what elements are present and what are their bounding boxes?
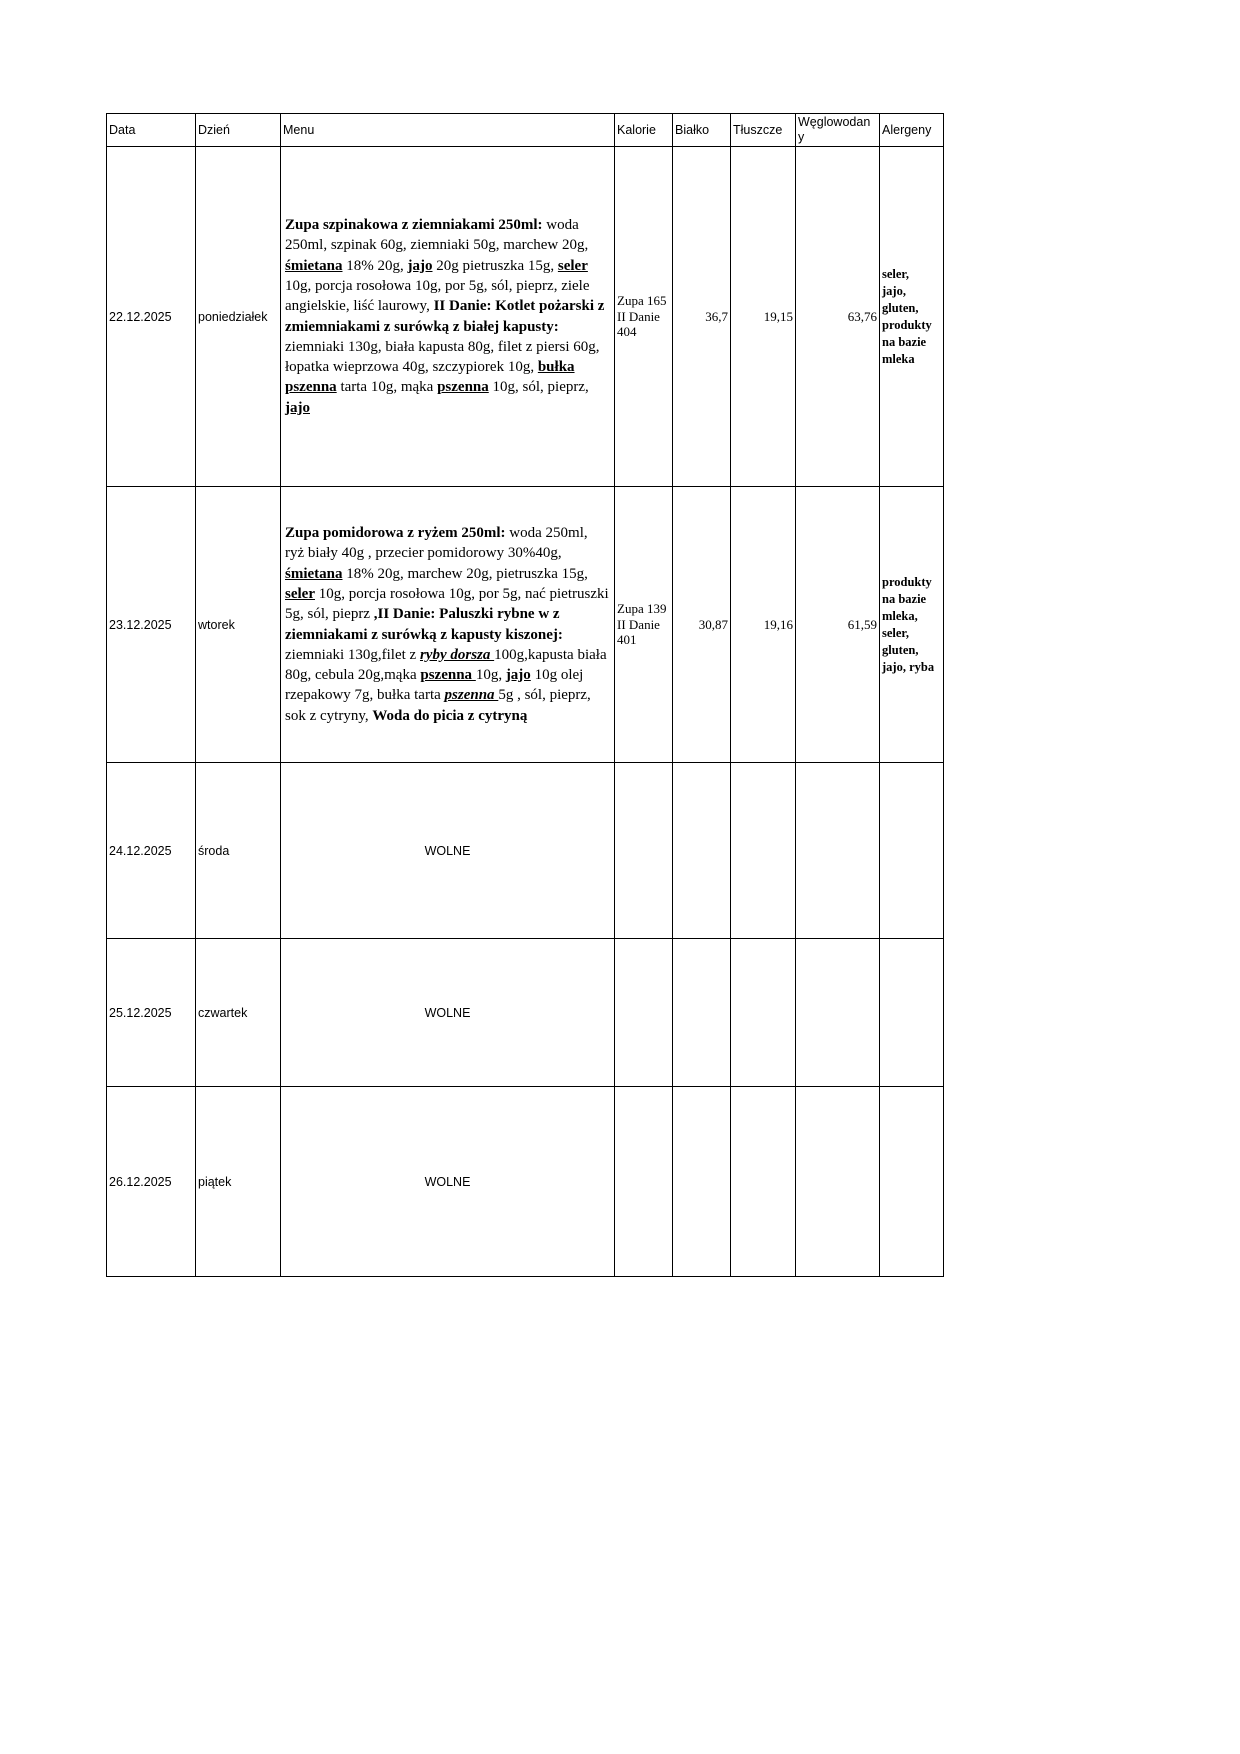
menu-text-run: 18% 20g, marchew 20g, pietruszka 15g, <box>342 565 588 582</box>
allergen: gluten, <box>882 642 919 657</box>
row-fat: 19,15 <box>731 147 796 487</box>
kcal-line: 401 <box>617 632 637 648</box>
row-menu-free: WOLNE <box>281 763 615 939</box>
menu-text-run: Woda do picia z cytryną <box>372 707 528 724</box>
header-fat: Tłuszcze <box>731 114 796 147</box>
menu-text-run: woda 250ml, szpinak 60g, ziemniaki 50g, marchew 20g, <box>285 217 589 254</box>
row-day: wtorek <box>196 487 281 763</box>
header-row <box>107 114 944 147</box>
row-date: 26.12.2025 <box>107 1087 196 1277</box>
kcal-line: II Danie <box>617 308 660 324</box>
menu-text-run: Zupa szpinakowa z ziemniakami 250ml: <box>285 217 543 234</box>
header-carbs-line2: y <box>798 130 805 144</box>
header-menu: Menu <box>281 114 615 147</box>
menu-table <box>106 113 944 1277</box>
row-allergens <box>880 147 944 487</box>
menu-text-run: pszenna <box>437 379 489 396</box>
row-fat <box>731 763 796 939</box>
row-date: 24.12.2025 <box>107 763 196 939</box>
table-row <box>107 147 944 487</box>
header-protein: Białko <box>673 114 731 147</box>
row-allergens <box>880 763 944 939</box>
row-protein: 36,7 <box>673 147 731 487</box>
menu-text-run: Zupa pomidorowa z ryżem 250ml: <box>285 525 506 542</box>
menu-text-run: 5g , sól, pieprz, sok z cytryny, <box>285 687 591 724</box>
row-protein <box>673 763 731 939</box>
menu-text-run: seler <box>557 257 588 274</box>
kcal-line: Zupa 139 <box>617 601 667 617</box>
row-carbs <box>796 1087 880 1277</box>
row-carbs: 61,59 <box>796 487 880 763</box>
row-kcal <box>615 1087 673 1277</box>
allergen: na bazie <box>882 591 927 606</box>
menu-text-run: woda 250ml, ryż biały 40g , przecier pomidorowy 30%40g, <box>285 525 588 562</box>
row-carbs <box>796 763 880 939</box>
menu-text-run: 10g, porcja rosołowa 10g, por 5g, sól, pieprz, ziele angielskie, liść laurowy, <box>285 277 590 315</box>
kcal-line: II Danie <box>617 616 660 632</box>
table-row <box>107 1087 944 1277</box>
menu-text-run: 10g, porcja rosołowa 10g, por 5g, nać pietruszki 5g, sól, pieprz <box>285 585 609 623</box>
header-kcal: Kalorie <box>615 114 673 147</box>
menu-text-run: 18% 20g, <box>342 257 408 274</box>
allergen: mleka <box>882 351 915 366</box>
menu-text-run: 20g pietruszka 15g, <box>432 257 558 274</box>
menu-text-run: 10g, sól, pieprz, <box>488 379 589 396</box>
row-fat <box>731 939 796 1087</box>
menu-text-run: jajo <box>505 667 531 684</box>
row-menu-free: WOLNE <box>281 939 615 1087</box>
row-day: piątek <box>196 1087 281 1277</box>
menu-text-run: ryby dorsza <box>419 646 495 663</box>
row-menu <box>281 147 615 487</box>
table-row <box>107 763 944 939</box>
allergen: seler, <box>882 266 909 281</box>
row-date: 25.12.2025 <box>107 939 196 1087</box>
row-day: czwartek <box>196 939 281 1087</box>
menu-text-run: jajo <box>407 257 433 274</box>
allergen: na bazie <box>882 334 927 349</box>
allergen: mleka, <box>882 608 918 623</box>
row-date: 22.12.2025 <box>107 147 196 487</box>
menu-text-run: bułka pszenna <box>285 359 575 396</box>
row-protein <box>673 1087 731 1277</box>
table-row <box>107 939 944 1087</box>
row-kcal <box>615 939 673 1087</box>
allergen: produkty <box>882 317 932 332</box>
header-carbs-line1: Węglowodan <box>798 115 871 129</box>
row-allergens <box>880 1087 944 1277</box>
menu-text-run: tarta 10g, mąka <box>336 379 438 396</box>
row-kcal <box>615 147 673 487</box>
menu-text-run: śmietana <box>285 565 343 582</box>
row-day: środa <box>196 763 281 939</box>
menu-text-run: ziemniaki 130g, biała kapusta 80g, filet z piersi 60g, łopatka wieprzowa 40g, szczypiorek 10g, <box>285 338 600 376</box>
row-fat: 19,16 <box>731 487 796 763</box>
menu-text-run: śmietana <box>285 257 343 274</box>
row-fat <box>731 1087 796 1277</box>
row-kcal <box>615 763 673 939</box>
menu-text-run: ziemniaki 130g,filet z <box>285 646 420 663</box>
row-date: 23.12.2025 <box>107 487 196 763</box>
menu-text-run: seler <box>285 585 315 602</box>
kcal-line: 404 <box>617 324 637 340</box>
allergen: produkty <box>882 574 932 589</box>
header-allergens: Alergeny <box>880 114 944 147</box>
kcal-line: Zupa 165 <box>617 293 667 309</box>
menu-text-run: 10g, <box>475 667 506 684</box>
row-carbs: 63,76 <box>796 147 880 487</box>
row-menu <box>281 487 615 763</box>
allergen: gluten, <box>882 300 919 315</box>
menu-text-run: ,II Danie: Paluszki rybne w z ziemniakami z surówką z kapusty kiszonej: <box>285 606 563 643</box>
allergen: jajo, ryba <box>882 659 935 674</box>
allergen: jajo, <box>882 283 906 298</box>
table-row <box>107 487 944 763</box>
header-day: Dzień <box>196 114 281 147</box>
row-allergens <box>880 487 944 763</box>
row-protein <box>673 939 731 1087</box>
header-carbs <box>796 114 880 147</box>
menu-text-run: pszenna <box>420 667 476 684</box>
header-date: Data <box>107 114 196 147</box>
row-kcal <box>615 487 673 763</box>
row-allergens <box>880 939 944 1087</box>
allergen: seler, <box>882 625 909 640</box>
row-day: poniedziałek <box>196 147 281 487</box>
row-protein: 30,87 <box>673 487 731 763</box>
row-menu-free: WOLNE <box>281 1087 615 1277</box>
menu-text-run: 10g olej rzepakowy 7g, bułka tarta <box>285 667 584 704</box>
menu-text-run: pszenna <box>444 687 499 704</box>
menu-text-run: II Danie: Kotlet pożarski z zmiemniakami z surówką z białej kapusty: <box>285 298 605 335</box>
row-carbs <box>796 939 880 1087</box>
menu-text-run: jajo <box>285 399 310 416</box>
menu-text-run: 100g,kapusta biała 80g, cebula 20g,mąka <box>285 646 607 684</box>
